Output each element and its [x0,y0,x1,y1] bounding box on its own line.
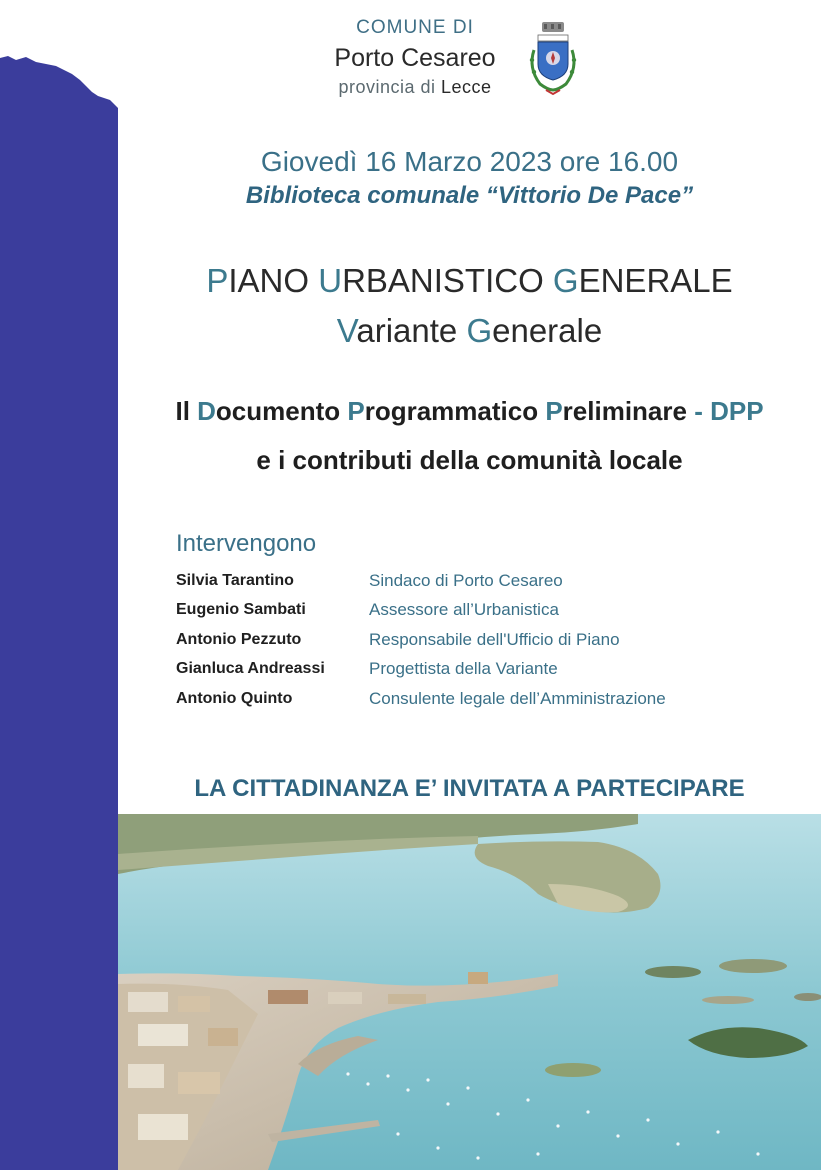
municipality-header [300,14,530,100]
doc-word-documento: ocumento [215,396,348,426]
document-subheading: e i contributi della comunità locale [256,445,683,475]
speakers-heading: Intervengono [176,530,317,557]
title-word-generale: ENERALE [578,262,733,299]
speakers-list [176,566,776,714]
doc-word-programmatico: rogrammatico [364,396,546,426]
doc-acronym-dpp: - DPP [694,396,764,426]
doc-letter-d: D [197,396,216,426]
header-province-label: provincia di [338,77,441,97]
speaker-role: Consulente legale dell’Amministrazione [369,688,666,708]
event-date: Giovedì 16 Marzo 2023 ore 16.00 [260,146,679,177]
sidebar-band [0,0,118,1170]
subtitle-letter-v: V [336,312,357,349]
speaker-name: Antonio Quinto [176,689,293,707]
title-letter-g: G [552,262,579,299]
speaker-row [176,566,776,596]
municipal-crest-icon [524,20,582,96]
speaker-row [176,684,776,714]
speaker-name: Gianluca Andreassi [176,660,325,678]
title-word-urbanistico: RBANISTICO [342,262,553,299]
header-province [300,74,530,100]
title-letter-u: U [318,262,343,299]
speaker-row [176,655,776,685]
title-word-piano: IANO [228,262,319,299]
plan-subtitle [118,310,821,352]
speaker-role: Assessore all’Urbanistica [369,600,559,620]
doc-word-preliminare: reliminare [562,396,695,426]
doc-letter-p2: P [545,396,563,426]
aerial-coast-photo [118,814,821,1170]
speaker-name: Antonio Pezzuto [176,630,302,648]
speaker-name: Eugenio Sambati [176,601,306,619]
speaker-row [176,625,776,655]
document-heading [118,393,821,429]
call-to-action: LA CITTADINANZA E’ INVITATA A PARTECIPARE [194,775,745,802]
header-town-name: Porto Cesareo [334,44,496,72]
header-province-name: Lecce [441,77,492,97]
event-venue: Biblioteca comunale “Vittorio De Pace” [245,182,694,209]
speaker-role: Sindaco di Porto Cesareo [369,570,563,590]
speaker-row [176,596,776,626]
header-comune-di: COMUNE DI [356,17,474,38]
doc-letter-p1: P [347,396,365,426]
title-letter-p: P [206,262,229,299]
speaker-role: Progettista della Variante [369,659,558,679]
subtitle-word-generale: enerale [492,312,603,349]
subtitle-word-variante: ariante [356,312,467,349]
plan-title [118,260,821,302]
subtitle-letter-g: G [466,312,493,349]
doc-word-il: Il [175,396,198,426]
speaker-name: Silvia Tarantino [176,571,294,589]
speaker-role: Responsabile dell'Ufficio di Piano [369,629,620,649]
